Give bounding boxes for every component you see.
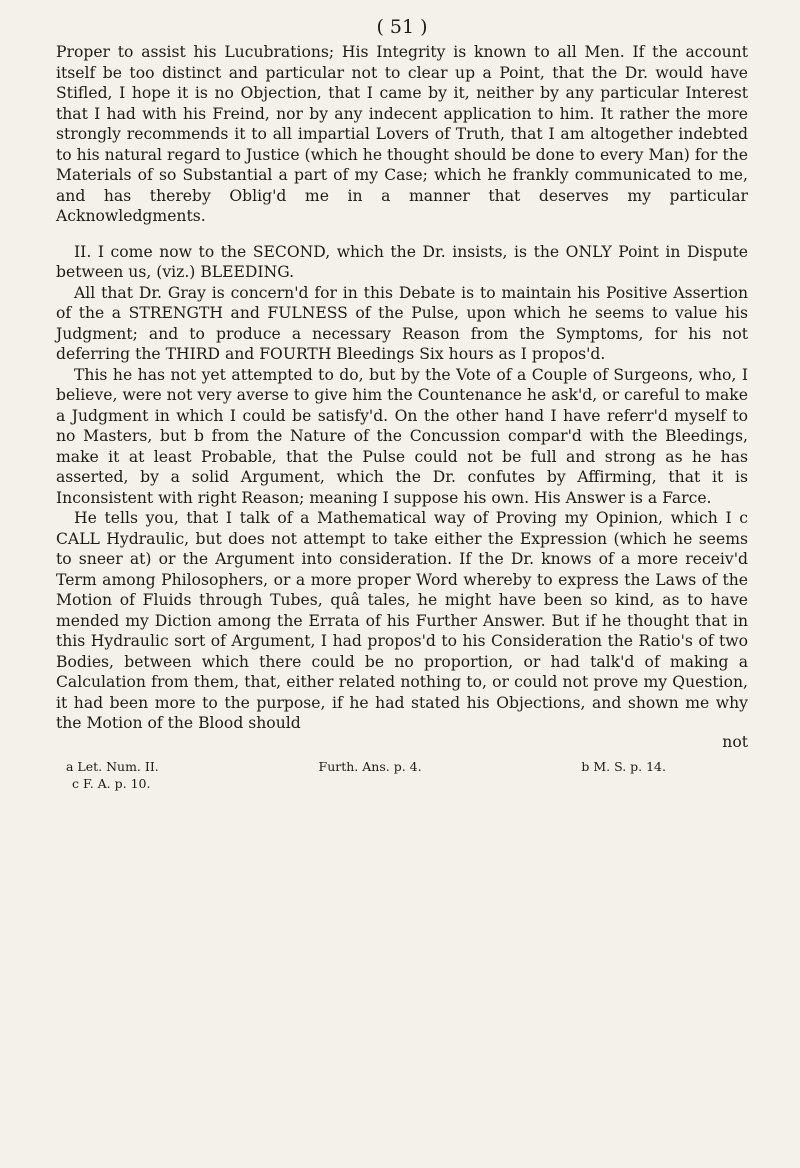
page-number: ( 51 ) (376, 16, 428, 38)
paragraph-2: II. I come now to the SECOND, which the Dr. insists, is the ONLY Point in Dispute between us, (viz.) BLEEDING. (56, 242, 748, 281)
body-text (56, 42, 748, 752)
footnotes (56, 758, 748, 792)
paragraph-5: He tells you, that I talk of a Mathematical way of Proving my Opinion, which I c CALL Hydraulic, but does not attempt to take either the Expression (which he seems to sneer at) or the Argument into consideration. If the Dr. knows of a more receiv'd Term among Philosophers, or a more proper Word whereby to express the Laws of the Motion of Fluids through Tubes, quâ tales, he might have been so kind, as to have mended my Diction among the Errata of his Further Answer. But if he thought that in this Hydraulic sort of Argument, I had propos'd to his Consideration the Ratio's of two Bodies, between which there could be no proportion, or had talk'd of making a Calculation from them, that, either related nothing to, or could not prove my Question, it had been more to the purpose, if he had stated his Objections, and shown me why the Motion of the Blood should (56, 509, 748, 732)
paragraph-1: Proper to assist his Lucubrations; His Integrity is known to all Men. If the account itself be too distinct and particular not to clear up a Point, that the Dr. would have Stifled, I hope it is no Objection, that I came by it, neither by any particular Interest that I had with his Freind, nor by any indecent application to him. It rather the more strongly recommends it to all impartial Lovers of Truth, that I am altogether indebted to his natural regard to Justice (which he thought should be done to every Man) for the Materials of so Substantial a part of my Case; which he frankly communicated to me, and has thereby Oblig'd me in a manner that deserves my particular Acknowledgments. (56, 43, 748, 225)
footnote-c: c F. A. p. 10. (72, 775, 151, 791)
footnote-furth: Furth. Ans. p. 4. (318, 758, 422, 774)
footnote-a: a Let. Num. II. (66, 758, 159, 774)
footnote-b: b M. S. p. 14. (581, 758, 666, 774)
paragraph-4: This he has not yet attempted to do, but by the Vote of a Couple of Surgeons, who, I believe, were not very averse to give him the Countenance he ask'd, or careful to make a Judgment in which I could be satisfy'd. On the other hand I have referr'd myself to no Masters, but b from the Nature of the Concussion compar'd with the Bleedings, make it at least Probable, that the Pulse could not be full and strong as he has asserted, by a solid Argument, which the Dr. confutes by Affirming, that it is Inconsistent with right Reason; meaning I suppose his own. His Answer is a Farce. (56, 365, 748, 507)
paragraph-3: All that Dr. Gray is concern'd for in this Debate is to maintain his Positive Assertion of the a STRENGTH and FULNESS of the Pulse, upon which he seems to value his Judgment; and to produce a necessary Reason from the Symptoms, for his not deferring the THIRD and FOURTH Bleedings Six hours as I propos'd. (56, 283, 748, 363)
catchword: not (722, 732, 748, 751)
